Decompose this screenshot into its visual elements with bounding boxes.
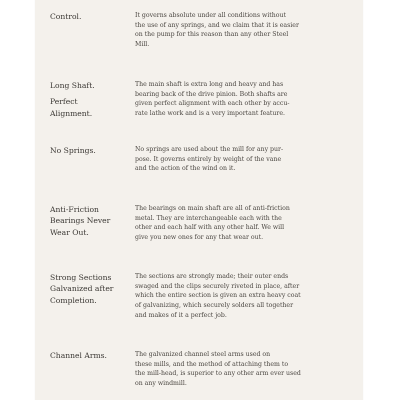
text-line: which the entire section is given an extra heavy coat [135,292,301,300]
section-text [135,145,355,174]
label-line: Completion. [50,295,97,305]
label-line: Bearings Never [50,216,111,226]
label-line: Perfect [50,97,78,107]
label-line: Galvanized after [50,284,114,294]
section-text [135,272,355,321]
text-line: bearing back of the drive pinion. Both shafts are [135,90,288,98]
text-line: metal. They are interchangeable each with the [135,214,282,222]
section-text [135,80,355,119]
label-line: Long Shaft. [50,81,95,90]
text-line: The sections are strongly made; their outer ends [135,273,289,280]
text-line: given perfect alignment with each other by accu- [135,100,290,108]
text-line: No springs are used about the mill for any pur- [135,146,284,153]
text-line: the mill-head, is superior to any other arm ever used [135,370,301,378]
section-text [135,350,355,389]
text-line: on any windmill. [135,380,187,388]
section-label [50,11,130,22]
text-line: rate lathe work and is a very important feature. [135,110,285,118]
text-line: swaged and the clips securely riveted in place, after [135,282,300,290]
section-label [50,204,130,238]
section-label [50,80,130,119]
document-page [35,0,363,400]
text-line: the use of any springs, and we claim that it is easier [135,21,299,29]
label-line: Anti-Friction [50,205,99,214]
text-line: these mills, and the method of attaching them to [135,360,289,368]
label-line: No Springs. [50,146,96,155]
label-line: Control. [50,12,82,21]
section-text [135,204,355,243]
text-line: give you new ones for any that wear out. [135,234,264,242]
text-line: on the pump for this reason than any other Steel [135,31,289,39]
text-line: pose. It governs entirely by weight of the vane [135,155,282,163]
text-line: of galvanizing, which securely solders all together [135,302,294,310]
text-line: The main shaft is extra long and heavy and has [135,81,284,88]
text-line: The galvanized channel steel arms used on [135,351,271,358]
section-text [135,11,355,50]
label-line: Wear Out. [50,227,89,237]
text-line: It governs absolute under all conditions without [135,12,286,19]
section-label [50,350,130,361]
label-line: Channel Arms. [50,351,107,360]
section-label [50,145,130,156]
text-line: The bearings on main shaft are all of anti-friction [135,205,290,212]
label-line: Strong Sections [50,273,112,282]
text-line: other and each half with any other half. We will [135,224,285,232]
text-line: and the action of the wind on it. [135,165,236,173]
text-line: Mill. [135,41,150,49]
section-label [50,272,130,306]
label-line: Alignment. [50,108,93,118]
text-line: and makes of it a perfect job. [135,311,227,319]
